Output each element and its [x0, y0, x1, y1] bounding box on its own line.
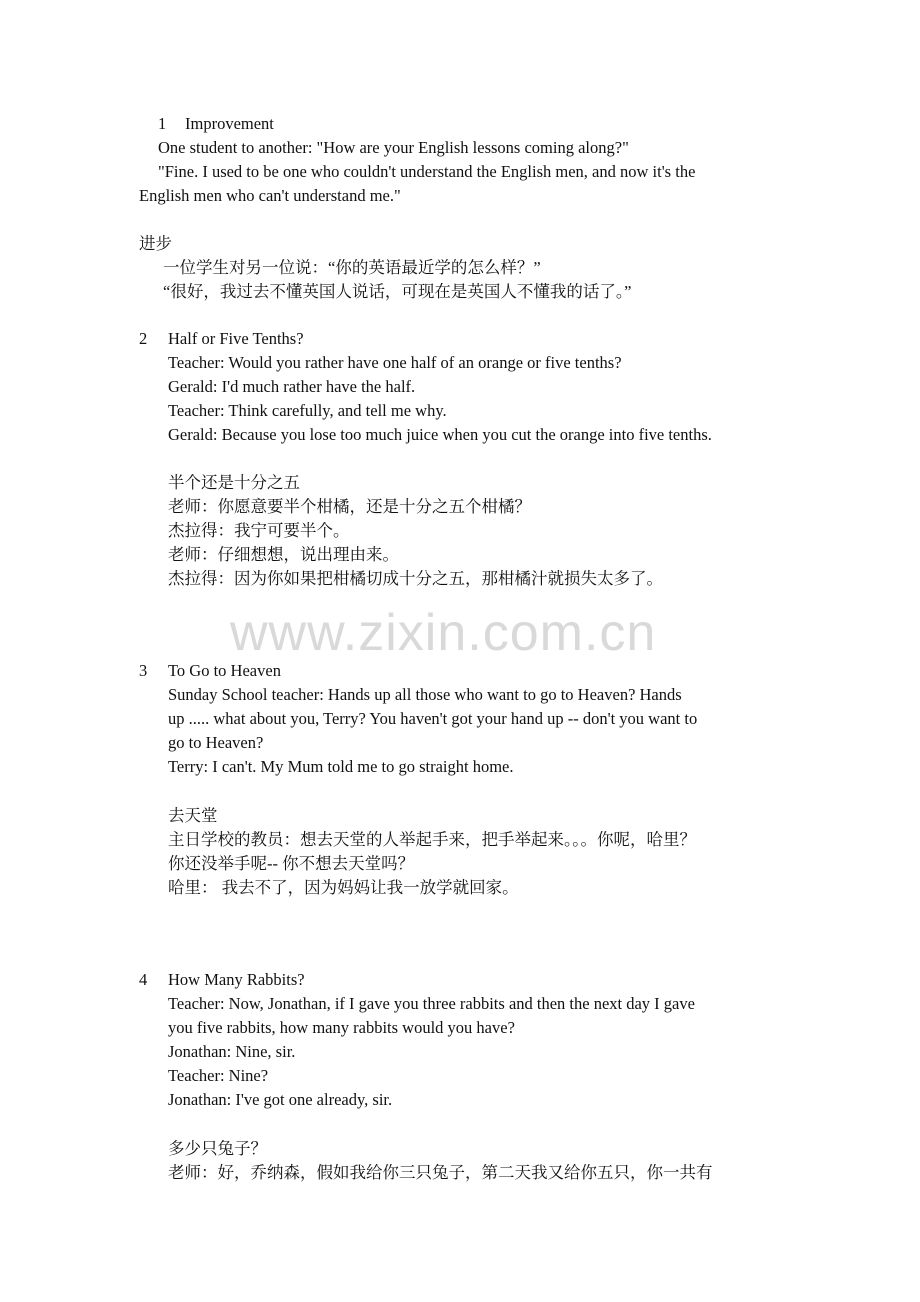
- text-line: up ..... what about you, Terry? You haven't got your hand up -- don't you want to: [168, 709, 698, 728]
- zh-section-title: 进步: [139, 234, 172, 253]
- zh-text-line: 杰拉得：因为你如果把柑橘切成十分之五，那柑橘汁就损失太多了。: [168, 569, 663, 588]
- section-number: 3: [139, 661, 148, 680]
- section-title: Half or Five Tenths?: [168, 329, 304, 348]
- zh-text-line: 老师：仔细想想，说出理由来。: [168, 545, 399, 564]
- text-line: Jonathan: I've got one already, sir.: [168, 1090, 393, 1109]
- text-line: you five rabbits, how many rabbits would you have?: [168, 1018, 515, 1037]
- zh-section-title: 半个还是十分之五: [168, 473, 300, 492]
- section-title: How Many Rabbits?: [168, 970, 305, 989]
- zh-text-line: 你还没举手呢-- 你不想去天堂吗？: [168, 854, 415, 873]
- section-title: Improvement: [185, 114, 274, 133]
- text-line: go to Heaven?: [168, 733, 264, 752]
- text-line: Gerald: Because you lose too much juice when you cut the orange into five tenths.: [168, 425, 712, 444]
- zh-text-line: 老师：好，乔纳森，假如我给你三只兔子，第二天我又给你五只，你一共有: [168, 1163, 713, 1182]
- section-number: 2: [139, 329, 148, 348]
- text-line: Teacher: Think carefully, and tell me why.: [168, 401, 447, 420]
- zh-section-title: 去天堂: [168, 806, 218, 825]
- text-line: English men who can't understand me.": [139, 186, 401, 205]
- zh-text-line: 主日学校的教员：想去天堂的人举起手来，把手举起来。。。你呢，哈里？: [168, 830, 696, 849]
- section-number: 4: [139, 970, 148, 989]
- text-line: Teacher: Nine?: [168, 1066, 269, 1085]
- section-title: To Go to Heaven: [168, 661, 281, 680]
- section-number: 1: [158, 114, 167, 133]
- text-line: Jonathan: Nine, sir.: [168, 1042, 296, 1061]
- zh-text-line: 哈里： 我去不了，因为妈妈让我一放学就回家。: [168, 878, 519, 897]
- text-line: Terry: I can't. My Mum told me to go straight home.: [168, 757, 514, 776]
- zh-section-title: 多少只兔子？: [168, 1139, 267, 1158]
- zh-text-line: 杰拉得：我宁可要半个。: [168, 521, 350, 540]
- text-line: Teacher: Would you rather have one half of an orange or five tenths?: [168, 353, 622, 372]
- text-line: "Fine. I used to be one who couldn't understand the English men, and now it's the: [158, 162, 696, 181]
- zh-text-line: “很好，我过去不懂英国人说话，可现在是英国人不懂我的话了。”: [163, 282, 632, 301]
- text-line: One student to another: "How are your English lessons coming along?": [158, 138, 629, 157]
- text-line: Teacher: Now, Jonathan, if I gave you three rabbits and then the next day I gave: [168, 994, 695, 1013]
- watermark: www.zixin.com.cn: [230, 604, 657, 662]
- zh-text-line: 老师：你愿意要半个柑橘，还是十分之五个柑橘？: [168, 497, 531, 516]
- text-line: Gerald: I'd much rather have the half.: [168, 377, 416, 396]
- text-line: Sunday School teacher: Hands up all those who want to go to Heaven? Hands: [168, 685, 682, 704]
- zh-text-line: 一位学生对另一位说：“你的英语最近学的怎么样？”: [163, 258, 541, 277]
